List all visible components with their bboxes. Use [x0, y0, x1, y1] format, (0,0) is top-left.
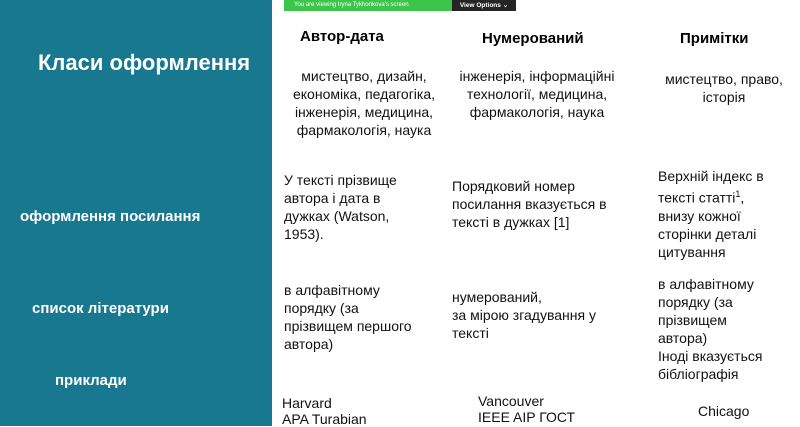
cell-author-date-citation: У тексті прізвище автора і дата в дужках (Watson, 1953).: [284, 172, 397, 242]
view-options-label: View Options: [459, 2, 501, 9]
cell-author-date-examples: Harvard APA Turabian: [282, 395, 367, 427]
cell-numbered-citation: Порядковий номер посилання вказується в тексті в дужках [1]: [452, 178, 607, 230]
slide-title: Класи оформлення: [38, 50, 251, 75]
cell-author-date-bibliography: в алфавітному порядку (за прізвищем першого автора): [284, 282, 412, 352]
cell-numbered-bibliography: нумерований, за мірою згадування у тексті: [452, 289, 596, 341]
footnote-superscript: 1: [735, 189, 741, 199]
screen-share-viewing-text: You are viewing Iryna Tykhonkova's screen: [294, 2, 409, 8]
cell-notes-bibliography: в алфавітному порядку (за прізвищем автора) Іноді вказується бібліографія: [658, 276, 763, 382]
column-header-numbered: Нумерований: [482, 30, 584, 47]
cell-notes-citation: Верхній індекс в тексті статті$^1$, внизу кожної сторінки деталі цитування: [658, 168, 764, 260]
column-header-notes: Примітки: [680, 30, 749, 47]
chevron-down-icon: ⌄: [502, 2, 509, 9]
cell-notes-examples: Chicago: [698, 403, 750, 419]
cell-numbered-examples: Vancouver IEEE AIP ГОСТ: [478, 393, 576, 425]
cell-numbered-scope: інженерія, інформаційні технології, медицина, фармакологія, наука: [459, 68, 615, 120]
view-options-button[interactable]: [452, 0, 516, 11]
cell-author-date-scope: мистецтво, дизайн, економіка, педагогіка, інженерія, медицина, фармакологія, наука: [292, 68, 436, 138]
slide-sidebar: [0, 0, 272, 426]
row-label-bibliography: список літератури: [32, 300, 169, 317]
row-label-examples: приклади: [55, 372, 127, 389]
row-label-citation: оформлення посилання: [20, 208, 201, 225]
cell-notes-scope: мистецтво, право, історія: [665, 71, 783, 105]
column-header-author-date: Автор-дата: [300, 28, 384, 45]
